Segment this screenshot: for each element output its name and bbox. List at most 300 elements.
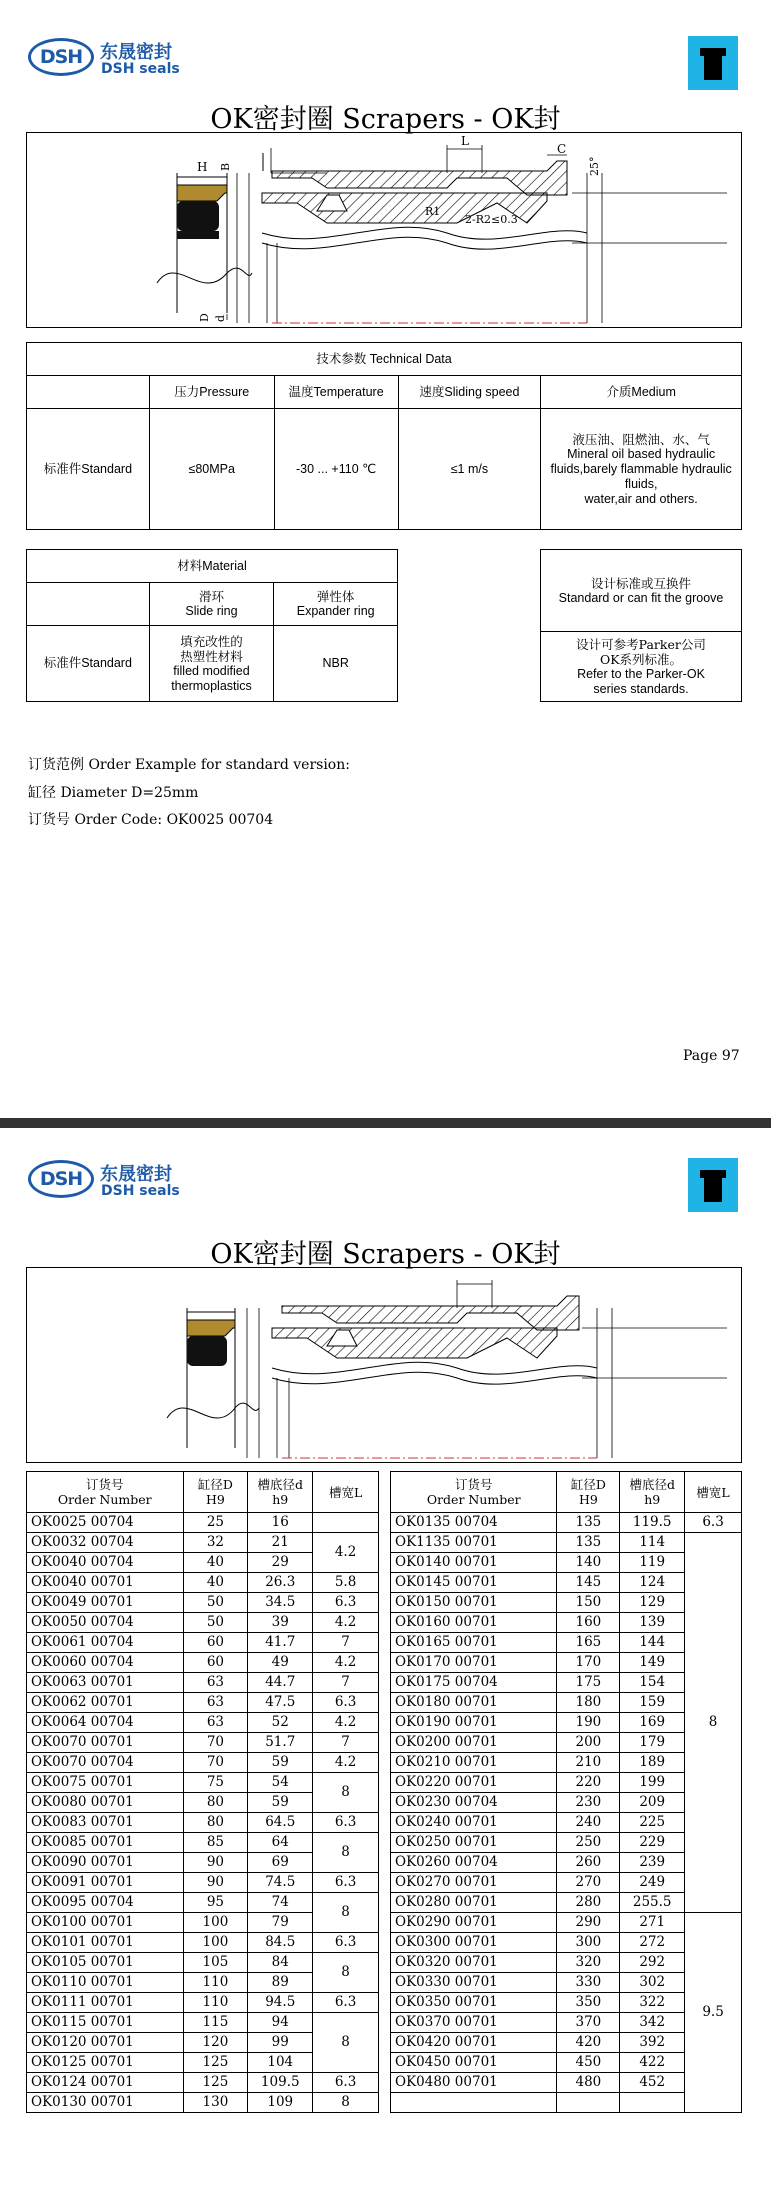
right-header-row — [391, 1472, 742, 1513]
medium-en-2: fluids,barely flammable hydraulic — [550, 461, 732, 476]
groove-diameter: 272 — [620, 1933, 685, 1953]
temperature-value: -30 ... +110 ℃ — [274, 409, 398, 530]
groove-diameter: 255.5 — [620, 1893, 685, 1913]
bore-diameter: 125 — [183, 2073, 248, 2093]
groove-width: 6.3 — [313, 1693, 379, 1713]
bore-diameter: 60 — [183, 1633, 248, 1653]
order-table-left — [26, 1471, 379, 2113]
order-number: OK0111 00701 — [27, 1993, 184, 2013]
bore-diameter: 165 — [557, 1633, 620, 1653]
page-title: OK密封圈 Scrapers - OK封 — [210, 104, 561, 135]
groove-diameter: 292 — [620, 1953, 685, 1973]
bore-diameter: 420 — [557, 2033, 620, 2053]
order-number: OK0350 00701 — [391, 1993, 557, 2013]
order-number: OK0260 00704 — [391, 1853, 557, 1873]
groove-diameter: 51.7 — [248, 1733, 313, 1753]
bore-diameter: 63 — [183, 1673, 248, 1693]
bore-diameter: 280 — [557, 1893, 620, 1913]
logo-en: DSH seals — [101, 61, 180, 77]
groove-diameter: 114 — [620, 1533, 685, 1553]
seal-drawing — [26, 132, 742, 328]
bore-diameter: 350 — [557, 1993, 620, 2013]
table-row — [27, 1633, 379, 1653]
col-pressure: 压力Pressure — [149, 376, 274, 409]
order-number: OK0130 00701 — [27, 2093, 184, 2113]
bore-diameter: 210 — [557, 1753, 620, 1773]
section-view-2 — [167, 1308, 259, 1448]
bore-diameter: 70 — [183, 1733, 248, 1753]
table-row — [27, 1893, 379, 1913]
order-number: OK0090 00701 — [27, 1853, 184, 1873]
medium-en-4: water,air and others. — [584, 491, 698, 506]
order-number: OK0091 00701 — [27, 1873, 184, 1893]
bore-diameter: 63 — [183, 1693, 248, 1713]
section-view — [157, 160, 252, 313]
table-row — [27, 1693, 379, 1713]
groove-width: 8 — [313, 1953, 379, 1993]
order-number: OK0270 00701 — [391, 1873, 557, 1893]
bore-diameter: 175 — [557, 1673, 620, 1693]
bore-diameter: 40 — [183, 1573, 248, 1593]
slide-material — [149, 626, 274, 702]
order-number: OK0085 00701 — [27, 1833, 184, 1853]
order-number: OK0125 00701 — [27, 2053, 184, 2073]
groove-width: 6.3 — [313, 1933, 379, 1953]
groove-width: 4.2 — [313, 1653, 379, 1673]
order-number: OK0070 00701 — [27, 1733, 184, 1753]
groove-width: 6.3 — [313, 2073, 379, 2093]
table-row — [27, 1713, 379, 1733]
order-number: OK0075 00701 — [27, 1773, 184, 1793]
bore-diameter: 100 — [183, 1933, 248, 1953]
bore-diameter: 240 — [557, 1813, 620, 1833]
bore-diameter: 190 — [557, 1713, 620, 1733]
page-separator — [0, 1118, 771, 1128]
groove-diameter: 49 — [248, 1653, 313, 1673]
bore-diameter: 80 — [183, 1813, 248, 1833]
bore-diameter: 300 — [557, 1933, 620, 1953]
tech-blank — [27, 376, 150, 409]
groove-diameter: 422 — [620, 2053, 685, 2073]
header-groove — [620, 1472, 685, 1513]
groove-diameter: 41.7 — [248, 1633, 313, 1653]
header-groove-en: h9 — [272, 1492, 289, 1507]
order-number: OK0062 00701 — [27, 1693, 184, 1713]
order-number: OK0330 00701 — [391, 1973, 557, 1993]
order-number: OK0095 00704 — [27, 1893, 184, 1913]
bore-diameter: 32 — [183, 1533, 248, 1553]
bore-diameter: 320 — [557, 1953, 620, 1973]
slide-cn-2: 热塑性材料 — [180, 648, 243, 664]
table-row — [391, 1913, 742, 1933]
bore-diameter: 250 — [557, 1833, 620, 1853]
groove-diameter: 29 — [248, 1553, 313, 1573]
bore-diameter: 230 — [557, 1793, 620, 1813]
groove-width: 8 — [313, 1893, 379, 1933]
groove-diameter: 34.5 — [248, 1593, 313, 1613]
groove-diameter: 104 — [248, 2053, 313, 2073]
page-number: Page 97 — [683, 1048, 740, 1064]
order-number: OK0105 00701 — [27, 1953, 184, 1973]
header-bore-en: H9 — [578, 1492, 598, 1507]
installation-view — [198, 134, 727, 323]
groove-diameter: 94.5 — [248, 1993, 313, 2013]
speed-value: ≤1 m/s — [398, 409, 541, 530]
header-order-number-cn: 订货号 — [454, 1477, 493, 1492]
groove-diameter: 21 — [248, 1533, 313, 1553]
col-speed: 速度Sliding speed — [398, 376, 541, 409]
order-number: OK0160 00701 — [391, 1613, 557, 1633]
order-number: OK0040 00704 — [27, 1553, 184, 1573]
bore-diameter: 130 — [183, 2093, 248, 2113]
groove-width: 7 — [313, 1633, 379, 1653]
groove-width: 4.2 — [313, 1613, 379, 1633]
groove-diameter: 47.5 — [248, 1693, 313, 1713]
groove-width: 8 — [685, 1533, 742, 1913]
order-number: OK0190 00701 — [391, 1713, 557, 1733]
groove-diameter: 44.7 — [248, 1673, 313, 1693]
order-number: OK0370 00701 — [391, 2013, 557, 2033]
table-row — [27, 1773, 379, 1793]
table-row — [27, 2093, 379, 2113]
table-row — [391, 1513, 742, 1533]
material-table — [26, 549, 398, 702]
expander-ring-cn: 弹性体 — [316, 589, 355, 604]
order-number: OK0049 00701 — [27, 1593, 184, 1613]
header-groove-width: 槽宽L — [685, 1472, 742, 1513]
groove-diameter: 54 — [248, 1773, 313, 1793]
header-bore — [557, 1472, 620, 1513]
table-row — [391, 1533, 742, 1553]
bore-diameter: 220 — [557, 1773, 620, 1793]
bore-diameter: 90 — [183, 1873, 248, 1893]
slide-en-2: thermoplastics — [171, 678, 252, 693]
pressure-value: ≤80MPa — [149, 409, 274, 530]
table-row — [27, 1753, 379, 1773]
groove-diameter: 342 — [620, 2013, 685, 2033]
bore-diameter: 105 — [183, 1953, 248, 1973]
logo-cn: 东晟密封 — [100, 1164, 172, 1185]
groove-diameter: 119.5 — [620, 1513, 685, 1533]
col-temperature: 温度Temperature — [274, 376, 398, 409]
order-number: OK0070 00704 — [27, 1753, 184, 1773]
order-number — [391, 2093, 557, 2113]
bore-diameter: 63 — [183, 1713, 248, 1733]
table-row — [27, 1593, 379, 1613]
order-number: OK0450 00701 — [391, 2053, 557, 2073]
groove-diameter: 209 — [620, 1793, 685, 1813]
groove-diameter: 169 — [620, 1713, 685, 1733]
bore-diameter: 370 — [557, 2013, 620, 2033]
order-number: OK0032 00704 — [27, 1533, 184, 1553]
header-groove-width: 槽宽L — [313, 1472, 379, 1513]
bore-diameter: 160 — [557, 1613, 620, 1633]
logo-abbr: DSH — [39, 1168, 83, 1190]
order-number: OK0120 00701 — [27, 2033, 184, 2053]
bore-diameter: 80 — [183, 1793, 248, 1813]
design-header-en: Standard or can fit the groove — [558, 590, 724, 605]
order-number: OK0063 00701 — [27, 1673, 184, 1693]
design-header — [541, 550, 742, 632]
groove-diameter: 74 — [248, 1893, 313, 1913]
bore-diameter: 125 — [183, 2053, 248, 2073]
bore-diameter: 135 — [557, 1513, 620, 1533]
order-number: OK0300 00701 — [391, 1933, 557, 1953]
order-number: OK0150 00701 — [391, 1593, 557, 1613]
order-number: OK0170 00701 — [391, 1653, 557, 1673]
bore-diameter: 330 — [557, 1973, 620, 1993]
order-number: OK0135 00704 — [391, 1513, 557, 1533]
groove-width: 8 — [313, 2093, 379, 2113]
order-number: OK0180 00701 — [391, 1693, 557, 1713]
groove-diameter: 64.5 — [248, 1813, 313, 1833]
groove-diameter: 271 — [620, 1913, 685, 1933]
bore-diameter: 70 — [183, 1753, 248, 1773]
groove-diameter: 154 — [620, 1673, 685, 1693]
order-number: OK0110 00701 — [27, 1973, 184, 1993]
logo-abbr: DSH — [39, 46, 83, 68]
groove-diameter: 59 — [248, 1753, 313, 1773]
order-number: OK0165 00701 — [391, 1633, 557, 1653]
order-example-line1: 订货范例 Order Example for standard version: — [28, 757, 350, 773]
bore-diameter: 110 — [183, 1993, 248, 2013]
order-number: OK0420 00701 — [391, 2033, 557, 2053]
slide-ring-cn: 滑环 — [198, 589, 224, 604]
order-number: OK0050 00704 — [27, 1613, 184, 1633]
bore-diameter: 290 — [557, 1913, 620, 1933]
groove-width: 4.2 — [313, 1753, 379, 1773]
groove-diameter: 64 — [248, 1833, 313, 1853]
dim-d-upper: D — [198, 313, 211, 322]
header-groove-en: h9 — [644, 1492, 661, 1507]
order-number: OK0080 00701 — [27, 1793, 184, 1813]
logo-cn: 东晟密封 — [100, 42, 172, 63]
groove-diameter: 26.3 — [248, 1573, 313, 1593]
installation-view-2 — [247, 1280, 727, 1458]
dim-r2: 2-R2≤0.3 — [465, 213, 518, 226]
medium-cn: 液压油、阻燃油、水、气 — [572, 431, 710, 447]
header-bore-en: H9 — [205, 1492, 225, 1507]
order-number: OK0025 00704 — [27, 1513, 184, 1533]
groove-width: 8 — [313, 1833, 379, 1873]
col-expander-ring — [274, 583, 398, 626]
groove-diameter: 225 — [620, 1813, 685, 1833]
header-order-number-en: Order Number — [57, 1492, 152, 1507]
table-row — [27, 1573, 379, 1593]
order-number: OK0145 00701 — [391, 1573, 557, 1593]
groove-diameter: 144 — [620, 1633, 685, 1653]
groove-width: 4.2 — [313, 1713, 379, 1733]
groove-diameter: 139 — [620, 1613, 685, 1633]
table-row — [27, 1933, 379, 1953]
design-body-cn-2: OK系列标准。 — [599, 651, 683, 667]
bore-diameter: 85 — [183, 1833, 248, 1853]
order-example-line2: 缸径 Diameter D=25mm — [28, 785, 199, 801]
order-number: OK0061 00704 — [27, 1633, 184, 1653]
table-row — [27, 1833, 379, 1853]
order-number: OK0320 00701 — [391, 1953, 557, 1973]
order-number: OK1135 00701 — [391, 1533, 557, 1553]
order-number: OK0083 00701 — [27, 1813, 184, 1833]
groove-diameter: 452 — [620, 2073, 685, 2093]
seal-profile-icon — [688, 36, 738, 90]
order-number: OK0101 00701 — [27, 1933, 184, 1953]
groove-diameter: 199 — [620, 1773, 685, 1793]
groove-diameter: 79 — [248, 1913, 313, 1933]
design-body — [541, 632, 742, 702]
col-slide-ring — [149, 583, 274, 626]
groove-width: 8 — [313, 1773, 379, 1813]
groove-diameter: 124 — [620, 1573, 685, 1593]
bore-diameter: 180 — [557, 1693, 620, 1713]
table-row — [27, 1533, 379, 1553]
bore-diameter: 115 — [183, 2013, 248, 2033]
groove-diameter: 74.5 — [248, 1873, 313, 1893]
header-bore — [183, 1472, 248, 1513]
bore-diameter: 95 — [183, 1893, 248, 1913]
bore-diameter: 120 — [183, 2033, 248, 2053]
header-groove — [248, 1472, 313, 1513]
slide-ring-en: Slide ring — [185, 604, 238, 618]
design-body-en-1: Refer to the Parker-OK — [577, 666, 705, 681]
order-number: OK0175 00704 — [391, 1673, 557, 1693]
expander-ring-en: Expander ring — [296, 604, 375, 618]
table-row — [27, 1673, 379, 1693]
groove-diameter: 129 — [620, 1593, 685, 1613]
bore-diameter: 450 — [557, 2053, 620, 2073]
header-order-number — [391, 1472, 557, 1513]
dim-c: C — [557, 142, 567, 156]
table-row — [27, 2013, 379, 2033]
bore-diameter: 60 — [183, 1653, 248, 1673]
row-standard: 标准件Standard — [27, 409, 150, 530]
design-header-cn: 设计标准或互换件 — [590, 575, 691, 591]
seal-drawing-2 — [26, 1267, 742, 1463]
table-row — [27, 1653, 379, 1673]
groove-diameter: 392 — [620, 2033, 685, 2053]
order-number: OK0480 00701 — [391, 2073, 557, 2093]
table-row — [27, 2073, 379, 2093]
order-number: OK0060 00704 — [27, 1653, 184, 1673]
table-row — [27, 1613, 379, 1633]
table-row — [27, 1873, 379, 1893]
groove-diameter: 239 — [620, 1853, 685, 1873]
material-row-standard: 标准件Standard — [27, 626, 150, 702]
order-number: OK0115 00701 — [27, 2013, 184, 2033]
header-bore-cn: 缸径D — [570, 1477, 606, 1492]
order-number: OK0210 00701 — [391, 1753, 557, 1773]
groove-width: 6.3 — [313, 1593, 379, 1613]
header-groove-cn: 槽底径d — [257, 1477, 303, 1492]
table-row — [27, 1953, 379, 1973]
header-order-number-cn: 订货号 — [86, 1477, 124, 1492]
groove-diameter: 119 — [620, 1553, 685, 1573]
order-number: OK0280 00701 — [391, 1893, 557, 1913]
order-example-line3: 订货号 Order Code: OK0025 00704 — [28, 812, 274, 828]
tech-header: 技术参数 Technical Data — [27, 343, 742, 376]
bore-diameter: 170 — [557, 1653, 620, 1673]
groove-diameter: 39 — [248, 1613, 313, 1633]
groove-diameter: 302 — [620, 1973, 685, 1993]
order-number: OK0100 00701 — [27, 1913, 184, 1933]
groove-width: 7 — [313, 1733, 379, 1753]
bore-diameter: 100 — [183, 1913, 248, 1933]
groove-diameter — [620, 2093, 685, 2113]
groove-width: 8 — [313, 2013, 379, 2073]
groove-diameter: 84 — [248, 1953, 313, 1973]
dim-r1: R1 — [425, 205, 441, 218]
groove-diameter: 189 — [620, 1753, 685, 1773]
groove-width — [313, 1513, 379, 1533]
groove-diameter: 94 — [248, 2013, 313, 2033]
col-medium: 介质Medium — [541, 376, 742, 409]
groove-diameter: 229 — [620, 1833, 685, 1853]
seal-profile-icon — [688, 1158, 738, 1212]
groove-width: 6.3 — [685, 1513, 742, 1533]
design-standard-table — [540, 549, 742, 702]
groove-width: 7 — [313, 1673, 379, 1693]
page-title-2: OK密封圈 Scrapers - OK封 — [210, 1239, 561, 1270]
bore-diameter: 40 — [183, 1553, 248, 1573]
dim-angle: 25° — [588, 156, 601, 176]
groove-width: 6.3 — [313, 1813, 379, 1833]
groove-diameter: 84.5 — [248, 1933, 313, 1953]
header-order-number — [27, 1472, 184, 1513]
groove-width: 6.3 — [313, 1873, 379, 1893]
order-number: OK0240 00701 — [391, 1813, 557, 1833]
dim-b: B — [219, 162, 232, 171]
groove-diameter: 179 — [620, 1733, 685, 1753]
order-number: OK0230 00704 — [391, 1793, 557, 1813]
header-groove-cn: 槽底径d — [629, 1477, 675, 1492]
expander-material: NBR — [274, 626, 398, 702]
dsh-logo — [28, 34, 188, 84]
design-body-cn-1: 设计可参考Parker公司 — [576, 636, 706, 652]
header-bore-cn: 缸径D — [197, 1477, 233, 1492]
bore-diameter: 200 — [557, 1733, 620, 1753]
groove-width: 4.2 — [313, 1533, 379, 1573]
table-row — [27, 1733, 379, 1753]
groove-width: 6.3 — [313, 1993, 379, 2013]
bore-diameter: 135 — [557, 1533, 620, 1553]
groove-diameter: 249 — [620, 1873, 685, 1893]
order-number: OK0064 00704 — [27, 1713, 184, 1733]
bore-diameter: 140 — [557, 1553, 620, 1573]
groove-diameter: 109 — [248, 2093, 313, 2113]
material-blank — [27, 583, 150, 626]
dim-l: L — [461, 134, 469, 148]
bore-diameter: 50 — [183, 1593, 248, 1613]
order-number: OK0250 00701 — [391, 1833, 557, 1853]
bore-diameter — [557, 2093, 620, 2113]
groove-diameter: 109.5 — [248, 2073, 313, 2093]
groove-width: 5.8 — [313, 1573, 379, 1593]
technical-data-table — [26, 342, 742, 530]
groove-diameter: 159 — [620, 1693, 685, 1713]
slide-cn-1: 填充改性的 — [180, 633, 243, 649]
page-98 — [0, 1128, 771, 2192]
groove-width: 9.5 — [685, 1913, 742, 2113]
groove-diameter: 99 — [248, 2033, 313, 2053]
dsh-logo-2 — [28, 1156, 188, 1206]
table-row — [27, 1513, 379, 1533]
order-number: OK0290 00701 — [391, 1913, 557, 1933]
groove-diameter: 149 — [620, 1653, 685, 1673]
order-number: OK0200 00701 — [391, 1733, 557, 1753]
groove-diameter: 59 — [248, 1793, 313, 1813]
order-number: OK0140 00701 — [391, 1553, 557, 1573]
header-order-number-en: Order Number — [426, 1492, 521, 1507]
